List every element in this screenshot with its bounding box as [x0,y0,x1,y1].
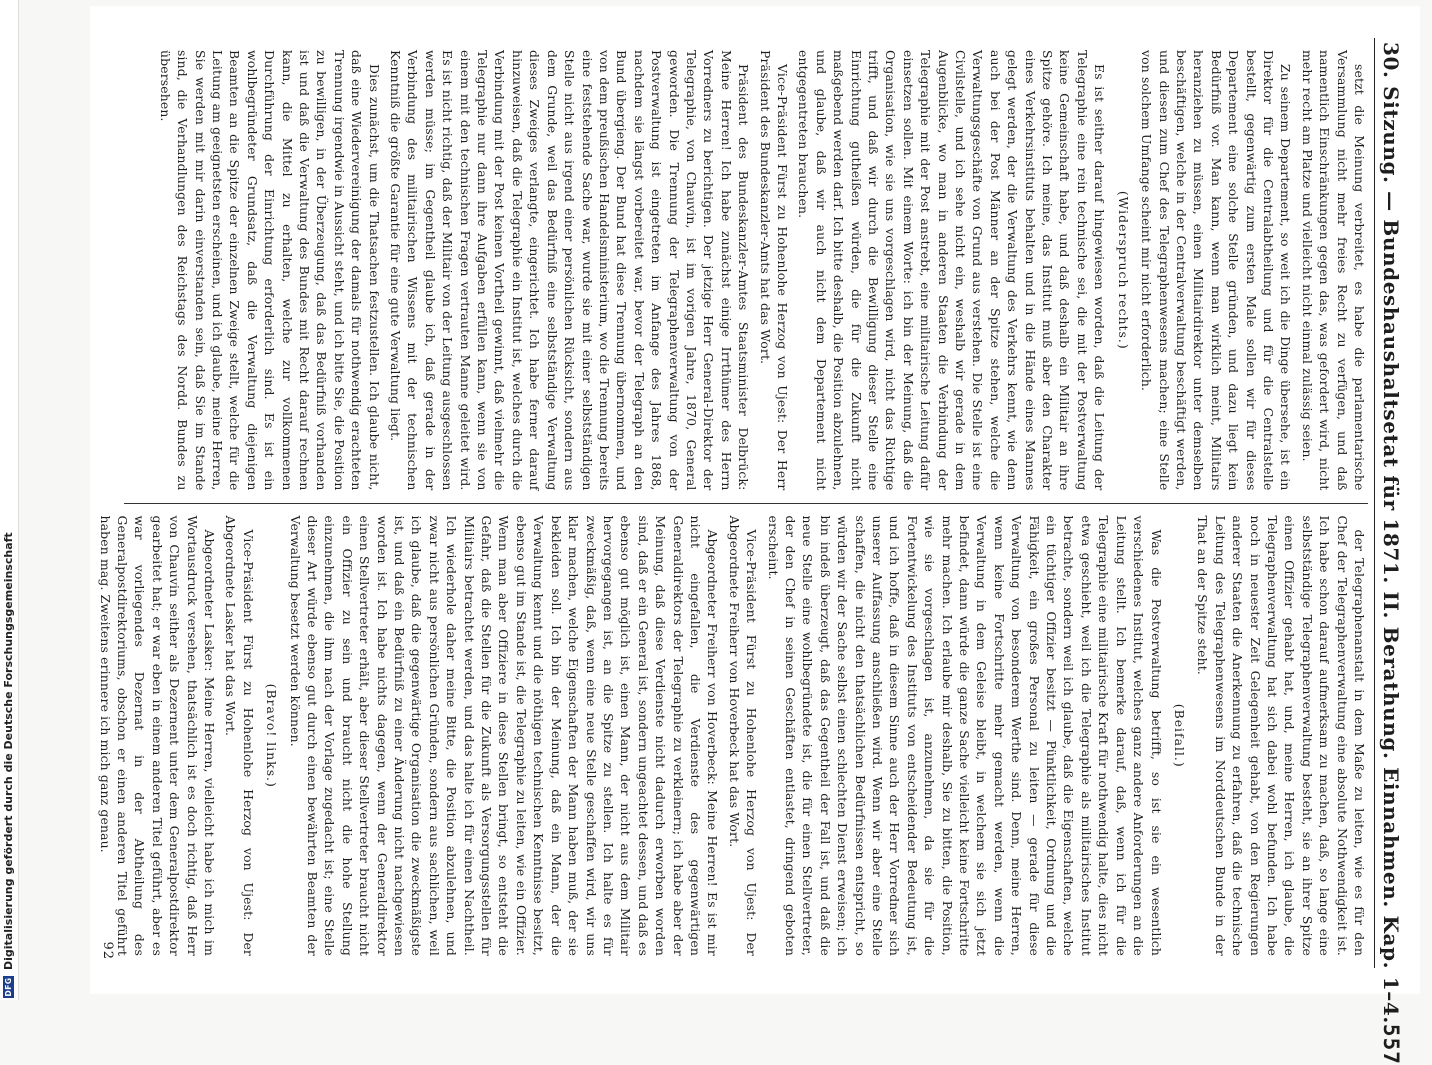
speaker-paragraph: Vice-Präsident Fürst zu Hohenlohe Herzog von Ujest: Der Abgeordnete Lasker hat das Wort. [223,515,256,956]
speaker-paragraph: Vice-Präsident Fürst zu Hohenlohe Herzog von Ujest: Der Herr Präsident des Bundeskanzler-Amts hat das Wort. [757,50,790,491]
digitization-strip [0,0,19,1000]
interjection: (Bravo! links.) [264,683,280,788]
text-paragraph: Was die Postverwaltung betrifft, so ist sie ein wesentlich verschiedenes Institut, welches ganz andere Anforderungen an die Leitung stellt. Ich bemerke darauf, daß, wenn ich für die Telegraphie eine militairische Kraft für nothwendig halte, dies nicht etwa geschieht, weil ich die Telegraphie als militairisches Institut betrachte, sondern weil ich glaube, daß die Eigenschaften, welche ein tüchtiger Offizier besitzt — Pünktlichkeit, Ordnung und die Fähigkeit, ein großes Personal zu leiten — gerade für diese Verwaltung von besonderem Werthe sind. Denn, meine Herren, wenn keine Fortschritte mehr gemacht werden, wenn die Verwaltung in dem Geleise bleibt, in welchem sie sich jetzt befindet, dann würde die ganze Sache vielleicht keine Fortschritte mehr machen. Ich erlaube mir deshalb, Sie zu bitten, die Position, wie sie vorgeschlagen ist, anzunehmen, da sie für die Fortentwickelung des Instituts von entscheidender Bedeutung ist, und ich hoffe, daß in diesem Sinne auch der Herr Vorredner sich unserer Auffassung anschließen wird. Wenn wir aber eine Stelle schaffen, die nicht den thatsächlichen Bedürfnissen entspricht, so würden wir der Sache selbst einen schlechten Dienst erweisen; ich bin indeß überzeugt, daß das Gegentheil der Fall ist, und daß die neue Stelle eine wohlbegründete ist, die für einen Stellvertreter, der den Chef in seinen Geschäften entlastet, dringend geboten erscheint. [765,515,1164,956]
text-paragraph: Zu seinem Departement, so weit ich die Dinge übersehe, ist ein Direktor für die Centralabtheilung und für die Centralstelle bestellt, gegenwärtig zum ersten Male sollen wir für dieses Departement eine solche Stelle gründen, und dazu liegt kein Bedürfniß vor. Man kann, wenn man wirklich meint, Militairs heranziehen zu müssen, einen Militairdirektor unter demselben beschäftigen, welche in der Centralverwaltung beschäftigt werden, und diesen zum Chef des Telegraphenwesens machen; eine Stelle von solchem Umfange scheint mir nicht erforderlich. [1139,50,1294,491]
speaker-paragraph: Vice-Präsident Fürst zu Hohenlohe Herzog von Ujest: Der Abgeordnete Freiherr von Hoverbeck hat das Wort. [726,515,760,956]
interjection: (Beifall.) [1171,703,1187,768]
dfg-logo-icon: DFG [4,977,13,997]
interjection: (Widerspruch rechts.) [1115,190,1131,350]
text-paragraph: der Telegraphenanstalt in dem Maße zu leiten, wie es für den Chef der Telegraphenverwaltung eine absolute Nothwendigkeit ist. Ich habe schon darauf aufmerksam zu machen, daß, so lange eine selbstständige Telegraphenverwaltung besteht, sie an ihrer Spitze einen Offizier gehabt hat, und, meine Herren, ich glaube, die Telegraphenverwaltung hat sich dabei wohl befunden. Ich habe noch in neuester Zeit Gelegenheit gehabt, von den Regierungen anderer Staaten die Anerkennung zu erfahren, daß die technische Leitung des Telegraphenwesens im Norddeutschen Bunde in der That an der Spitze steht. [1195,515,1367,956]
page-number: 557 [1379,1023,1403,1065]
column-left [124,38,1368,503]
document-page [90,6,1420,1065]
digitization-credit-text: Digitalisierung gefördert durch die Deutsche Forschungsgemeinschaft [2,532,15,970]
text-paragraph: Präsident des Bundeskanzler-Amtes Staatsminister Delbrück: Meine Herren! Ich habe zunächst einige Irrthümer des Herrn Vorredners zu berichtigen. Der jetzige Herr General-Direktor der Telegraphie, von Chauvin, ist im vorigen Jahre, 1870, General geworden. Die Trennung der Telegraphenverwaltung von der Postverwaltung ist eingetreten im Anfange des Jahres 1868, nachdem sie längst vorbereitet war, bevor der Telegraph an den Bund übergieng. Der Bund hat diese Trennung übernommen, und von dem preußischen Handelsministerium, wo die Trennung bereits eine feststehende Sache war, wurde sie mit einer selbstständigen Stelle nicht aus irgend einer persönlichen Rücksicht, sondern aus dem Grunde, weil das Bedürfniß eine selbstständige Verwaltung dieses Zweiges verlangte, eingerichtet. Ich habe ferner darauf hinzuweisen, daß die Telegraphie ein Institut ist, welches durch die Verbindung mit der Post keinen Vortheil gewinnt, daß vielmehr die Telegraphie nur dann ihre Aufgaben erfüllen kann, wenn sie von einem mit den technischen Fragen vertrauten Manne geleitet wird. Es ist nicht richtig, daß der Militair von der Leitung ausgeschlossen werden müsse; im Gegentheil glaube ich, daß gerade in der Verbindung des militairischen Wissens mit der technischen Kenntniß die größte Garantie für eine gute Verwaltung liegt. [388,50,752,491]
digitization-credit [2,532,15,998]
signature-mark: 92 [100,941,115,960]
text-paragraph: Es ist seither darauf hingewiesen worden, daß die Leitung der Telegraphie eine rein technische sei, die mit der Postverwaltung keine Gemeinschaft habe, und daß deshalb ein Militair an ihre Spitze gehöre. Ich meine, das Institut muß aber den Charakter eines Verkehrsinstituts behalten und in die Hände eines Mannes gelegt werden, der die Verwaltung des Verkehrs kennt, wie denn auch bei der Post Männer an der Spitze stehen, welche die Verwaltungsgeschäfte von Grund aus verstehen. Die Stelle ist eine Civilstelle, und ich sehe nicht ein, weshalb wir gerade in dem Augenblicke, wo man in anderen Staaten die Verbindung der Telegraphie mit der Post anstrebt, eine militairische Leitung dafür einsetzen sollen. Mit einem Worte: ich bin der Meinung, daß die Organisation, wie sie uns vorgeschlagen wird, nicht das Richtige trifft, und daß wir durch die Bewilligung dieser Stelle eine Einrichtung gutheißen würden, die für die Zukunft nicht maßgebend werden darf. Ich bitte deshalb, die Position abzulehnen, und glaube, daß wir auch nicht dem Departement nicht entgegentreten brauchen. [796,50,1108,491]
text-paragraph: Abgeordneter Freiherr von Hoverbeck: Meine Herren! Es ist mir nicht eingefallen, die Verdienste des gegenwärtigen Generaldirektors der Telegraphie zu verkleinern; ich habe aber der Meinung, daß diese Verdienste nicht dadurch erworben worden sind, daß er ein General ist, sondern ungeachtet dessen, und daß es ebenso gut möglich ist, einen Mann, der nicht aus dem Militair hervorgegangen ist, an die Spitze zu stellen. Ich halte es für zweckmäßig, daß, wenn eine neue Stelle geschaffen wird, wir uns klar machen, welche Eigenschaften der Mann haben muß, der sie bekleiden soll. Ich bin der Meinung, daß ein Mann, der die Verwaltung kennt und die nöthigen technischen Kenntnisse besitzt, ebenso gut im Stande ist, die Telegraphie zu leiten, wie ein Offizier. Wenn man aber Offiziere in diese Stellen bringt, so entsteht die Gefahr, daß die Stellen für die Zukunft als Versorgungsstellen für Militairs betrachtet werden, und das halte ich für einen Nachtheil. Ich wiederhole daher meine Bitte, die Position abzulehnen, und zwar nicht aus persönlichen Gründen, sondern aus sachlichen, weil ich glaube, daß die gegenwärtige Organisation die zweckmäßigste ist, und daß ein Bedürfniß zu einer Änderung nicht nachgewiesen worden ist. Ich habe nichts dagegen, wenn der Generaldirektor einen Stellvertreter erhält, aber dieser Stellvertreter braucht nicht ein Offizier zu sein und braucht nicht die hohe Stellung einzunehmen, die ihm nach der Vorlage zugedacht ist; eine Stelle dieser Art würde ebenso gut durch einen bewährten Beamten der Verwaltung besetzt werden können. [287,515,721,956]
text-paragraph: Dies zunächst, um die Thatsachen festzustellen. Ich glaube nicht, daß eine Wiedervereinigung der damals für nothwendig erachteten Trennung irgendwie in Aussicht steht, und ich bitte Sie, die Position zu bewilligen, in der Überzeugung, daß das Bedürfniß vorhanden ist und daß die Verwaltung des Bundes mit Recht darauf rechnen kann, die Mittel zu erhalten, welche zur vollkommenen Durchführung der Einrichtung erforderlich sind. Es ist ein wohlbegründeter Grundsatz, daß die Verwaltung diejenigen Beamten an die Spitze der einzelnen Zweige stellt, welche für die Leitung am geeignetsten erscheinen, und ich glaube, meine Herren, Sie werden mit mir darin einverstanden sein, daß Sie im Stande sind, die Verhandlungen des Reichstags des Nordd. Bundes zu übersehen. [157,50,382,491]
running-head: 30. Sitzung. — Bundeshaushaltsetat für 1871. II. Berathung. Einnahmen. Kap. 1–4. [1379,42,1403,1024]
page-header [1374,38,1420,1065]
text-paragraph: setzt die Meinung verbreitet, es habe die parlamentarische Versammlung nicht mehr freies Recht zu verfügen, und daß namentlich Einschränkungen gegen das, was gefordert wird, nicht mehr recht am Platze und vielleicht nicht einmal zulässig seien. [1299,50,1367,491]
text-paragraph: Abgeordneter Lasker: Meine Herren, vielleicht habe ich mich im Wortausdruck versehen, thatsächlich ist es doch richtig, daß Herr von Chauvin seither als Dezernent unter dem Generalpostdirektor gearbeitet hat; er war eben in einem anderen Titel geführt, aber es war vorliegendes Dezernat in der Abtheilung des Generalpostdirektoriums, obschon er einen anderen Titel geführt haben mag. Zweitens erinnere ich mich ganz genau. [97,515,217,956]
